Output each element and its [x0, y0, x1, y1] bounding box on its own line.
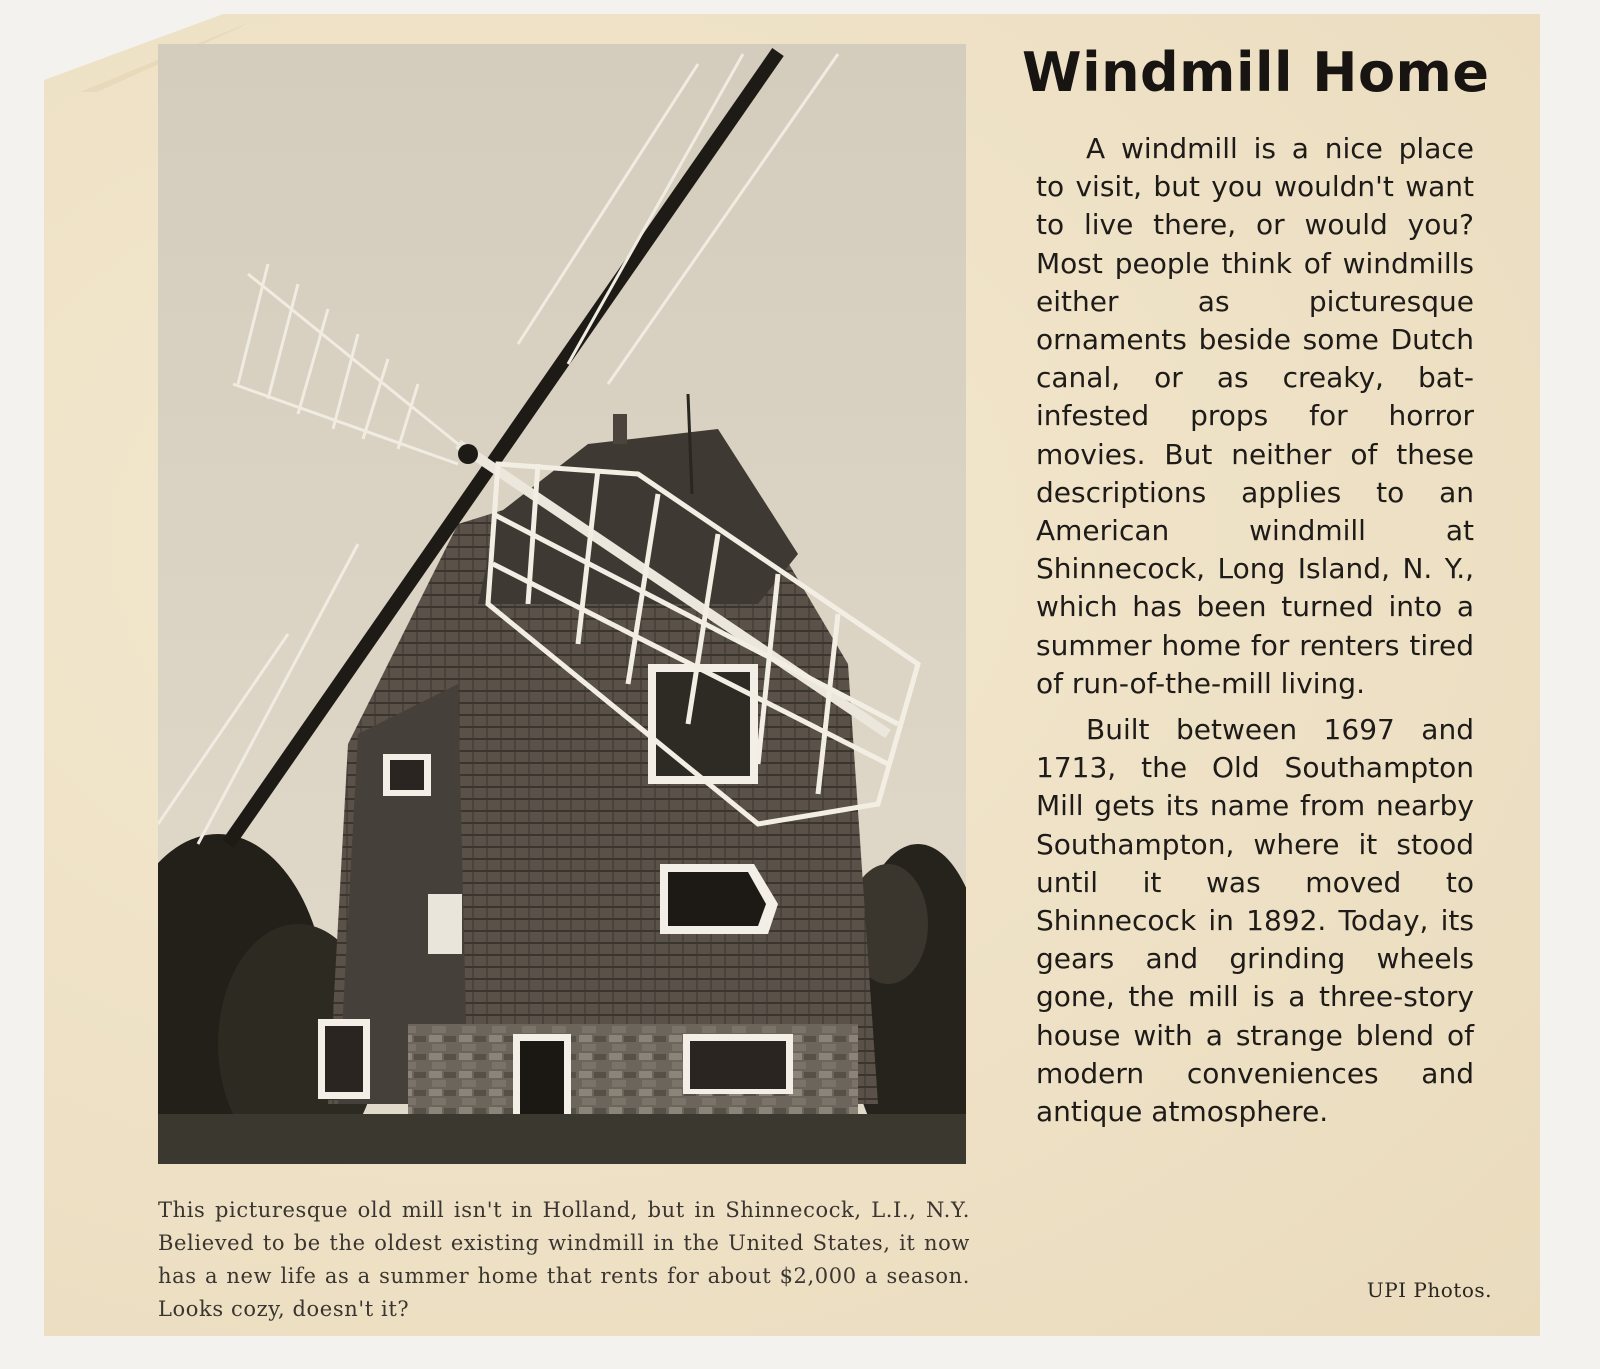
photo-credit: UPI Photos.: [1366, 1278, 1492, 1302]
article-body: [1036, 130, 1474, 1131]
photo-caption: This picturesque old mill isn't in Holland, but in Shinnecock, L.I., N.Y. Believed to be the oldest existing windmill in the United States, it now has a new life as a summer home that rents for about $2,000 a season. Looks cozy, doesn't it?: [158, 1198, 970, 1321]
windmill-illustration: [158, 44, 966, 1164]
article-paragraph-2: Built between 1697 and 1713, the Old Southampton Mill gets its name from nearby Southampton, where it stood until it was moved to Shinnecock in 1892. Today, its gears and grinding wheels gone, the mill is a three-story house with a strange blend of modern conveniences and antique atmosphere.: [1036, 713, 1474, 1129]
headline: Windmill Home: [1022, 41, 1490, 104]
article-paragraph-1: A windmill is a nice place to visit, but you wouldn't want to live there, or would you? Most people think of windmills either as picturesque ornaments beside some Dutch canal, or as creaky, bat-infested props for horror movies. But neither of these descriptions applies to an American windmill at Shinnecock, Long Island, N. Y., which has been turned into a summer home for renters tired of run-of-the-mill living.: [1036, 132, 1474, 700]
windmill-photo: [158, 44, 966, 1164]
